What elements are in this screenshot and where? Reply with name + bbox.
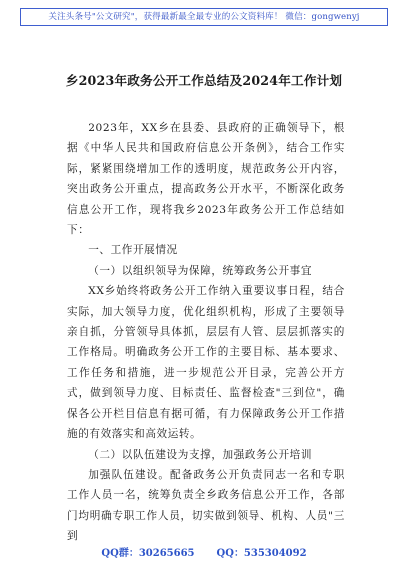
section-heading-work-status: 一、工作开展情况 [88,244,178,257]
document-body [67,118,345,547]
subsection-heading-organization: （一）以组织领导为保障，统筹政务公开事宜 [88,264,313,277]
document-title: 乡2023年政务公开工作总结及2024年工作计划 [65,73,343,88]
paragraph-team-building: 加强队伍建设。配备政务公开负责同志一名和专职工作人员一名，统筹负责全乡政务信息公开工作，各部门均明确专职工作人员，切实做到领导、机构、人员"三到 [67,468,345,543]
subsection-heading-team-building: （二）以队伍建设为支撑，加强政务公开培训 [88,448,313,461]
promo-banner-text: 关注头条号"公文研究"，获得最新最全最专业的公文资料库！ 微信：gongwenyj [48,12,360,22]
qq-number: QQ：535304092 [216,548,307,559]
promo-banner [20,8,388,26]
contact-footer [0,544,408,559]
qq-group-number: QQ群：30265665 [101,548,195,559]
intro-paragraph: 2023年，XX乡在县委、县政府的正确领导下，根据《中华人民共和国政府信息公开条例》，结合工作实际，紧紧围绕增加工作的透明度，规范政务公开内容，突出政务公开重点，提高政务公开水平，不断深化政务信息公开工作，现将我乡2023年政务公开工作总结如下： [67,122,345,237]
paragraph-organization: XX乡始终将政务公开工作纳入重要议事日程，结合实际，加大领导力度，优化组织机构，形成了主要领导亲自抓，分管领导具体抓，层层有人管、层层抓落实的工作格局。明确政务公开工作的主要目标、基本要求、工作任务和措施，进一步规范公开目录，完善公开方式，做到领导力度、目标责任、监督检查"三到位"，确保各公开栏目信息有据可循，有力保障政务公开工作措施的有效落实和高效运转。 [67,285,345,441]
